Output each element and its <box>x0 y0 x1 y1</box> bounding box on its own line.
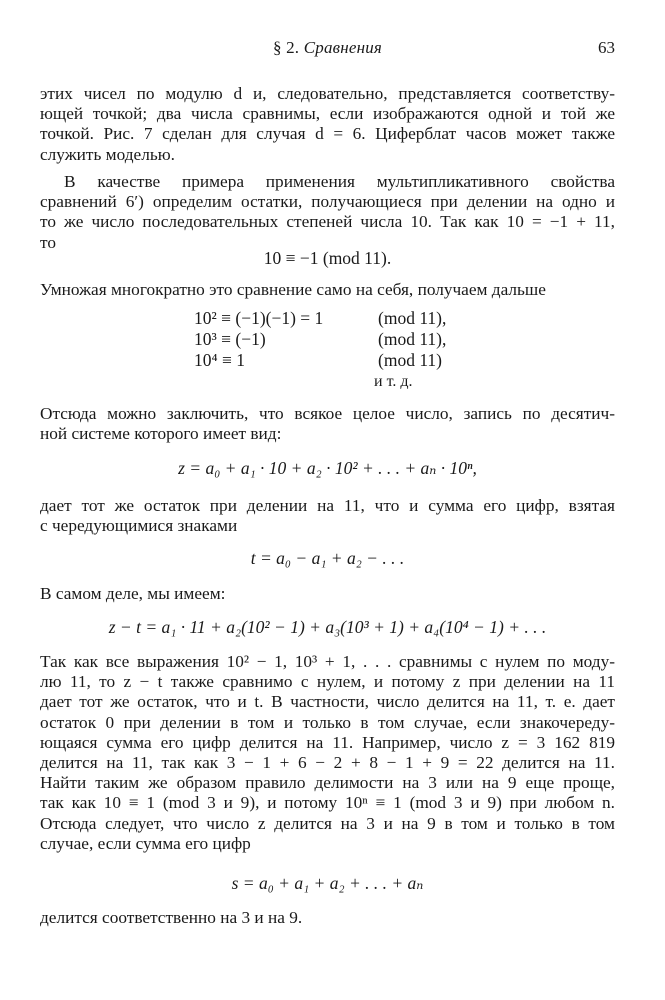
text-line: случае, если сумма его цифр <box>40 833 251 853</box>
text-line: делится соответственно на 3 и на 9. <box>40 908 303 927</box>
system-lhs: 10³ ≡ (−1) <box>194 329 266 349</box>
formula-congruence: 10 ≡ −1 (mod 11). <box>263 248 392 268</box>
formula-s: s = a₀ + a₁ + a₂ + . . . + aₙ <box>231 873 424 893</box>
paragraph-7 <box>40 652 615 854</box>
formula-z-minus-t: z − t = a₁ · 11 + a₂(10² − 1) + a₃(10³ + 1) + a₄(10⁴ − 1) + . . . <box>108 617 547 637</box>
text-line: так как 10 ≡ 1 (mod 3 и 9), и потому 10ⁿ ≡ 1 (mod 3 и 9) при любом n. <box>40 793 615 813</box>
text-line: этих чисел по модулю d и, следовательно, представляется соответству- <box>40 84 615 103</box>
system-row <box>194 350 484 371</box>
text-line: сравнений 6′) определим остатки, получающиеся при делении на одно и <box>40 192 615 212</box>
section-name: Сравнения <box>303 38 383 57</box>
paragraph-4 <box>40 404 615 444</box>
formula-z: z = a₀ + a₁ · 10 + a₂ · 10² + . . . + aₙ · 10ⁿ, <box>178 458 477 478</box>
header-section-title <box>40 38 615 58</box>
formula-t: t = a₀ − a₁ + a₂ − . . . <box>250 548 405 568</box>
system-etc: и т. д. <box>374 373 413 390</box>
text-line: Умножая многократно это сравнение само на себя, получаем дальше <box>40 280 546 299</box>
section-mark: § 2. <box>272 38 300 57</box>
system-lhs: 10² ≡ (−1)(−1) = 1 <box>194 308 324 328</box>
text-line: лю 11, то z − t также сравнимо с нулем, и потому z при делении на 11 <box>40 672 615 692</box>
paragraph-5 <box>40 496 615 536</box>
text-line: ной системе которого имеет вид: <box>40 424 282 444</box>
text-line: с чередующимися знаками <box>40 516 238 536</box>
system-rhs: (mod 11), <box>378 308 447 328</box>
paragraph-8 <box>40 908 615 928</box>
system-row <box>194 308 484 329</box>
system-row <box>194 371 484 392</box>
text-line: Найти таким же образом правило делимости на 3 или на 9 еще проще, <box>40 773 615 793</box>
text-line: остаток 0 при делении в том и только в том случае, если знакочереду- <box>40 712 615 732</box>
text-line: Отсюда можно заключить, что всякое целое число, запись по десятич- <box>40 404 615 423</box>
text-line: ющей точкой; два числа сравнимы, если изображаются одной и той же <box>40 104 615 124</box>
text-line: служить моделью. <box>40 144 175 164</box>
system-rhs: (mod 11) <box>378 350 442 370</box>
running-header <box>40 38 615 68</box>
text-line: В качестве примера применения мультипликативного свойства <box>64 172 615 191</box>
system-row <box>194 329 484 350</box>
text-line: точкой. Рис. 7 сделан для случая d = 6. Циферблат часов может также <box>40 124 615 144</box>
text-line: В самом деле, мы имеем: <box>40 584 226 603</box>
paragraph-3 <box>40 280 615 300</box>
text-line: делится на 11, так как 3 − 1 + 6 − 2 + 8 − 1 + 9 = 22 делится на 11. <box>40 753 615 773</box>
text-line: Так как все выражения 10² − 1, 10³ + 1, . . . сравнимы с нулем по моду- <box>40 652 615 671</box>
paragraph-6 <box>40 584 615 604</box>
text-line: дает тот же остаток при делении на 11, что и сумма его цифр, взятая <box>40 496 615 515</box>
system-lhs: 10⁴ ≡ 1 <box>194 350 245 370</box>
page-number: 63 <box>598 38 615 57</box>
text-line: то же число последовательных степеней числа 10. Так как 10 = −1 + 11, <box>40 212 615 232</box>
system-rhs: (mod 11), <box>378 329 447 349</box>
paragraph-1 <box>40 84 615 165</box>
text-line: ющаяся сумма его цифр делится на 11. Например, число z = 3 162 819 <box>40 732 615 752</box>
text-line: дает тот же остаток, что и t. В частности, число делится на 11, т. е. дает <box>40 692 615 712</box>
text-line: то <box>40 232 56 252</box>
congruence-system <box>194 308 484 392</box>
paragraph-2 <box>40 172 615 253</box>
text-line: Отсюда следует, что число z делится на 3 и на 9 в том и только в том <box>40 813 615 833</box>
